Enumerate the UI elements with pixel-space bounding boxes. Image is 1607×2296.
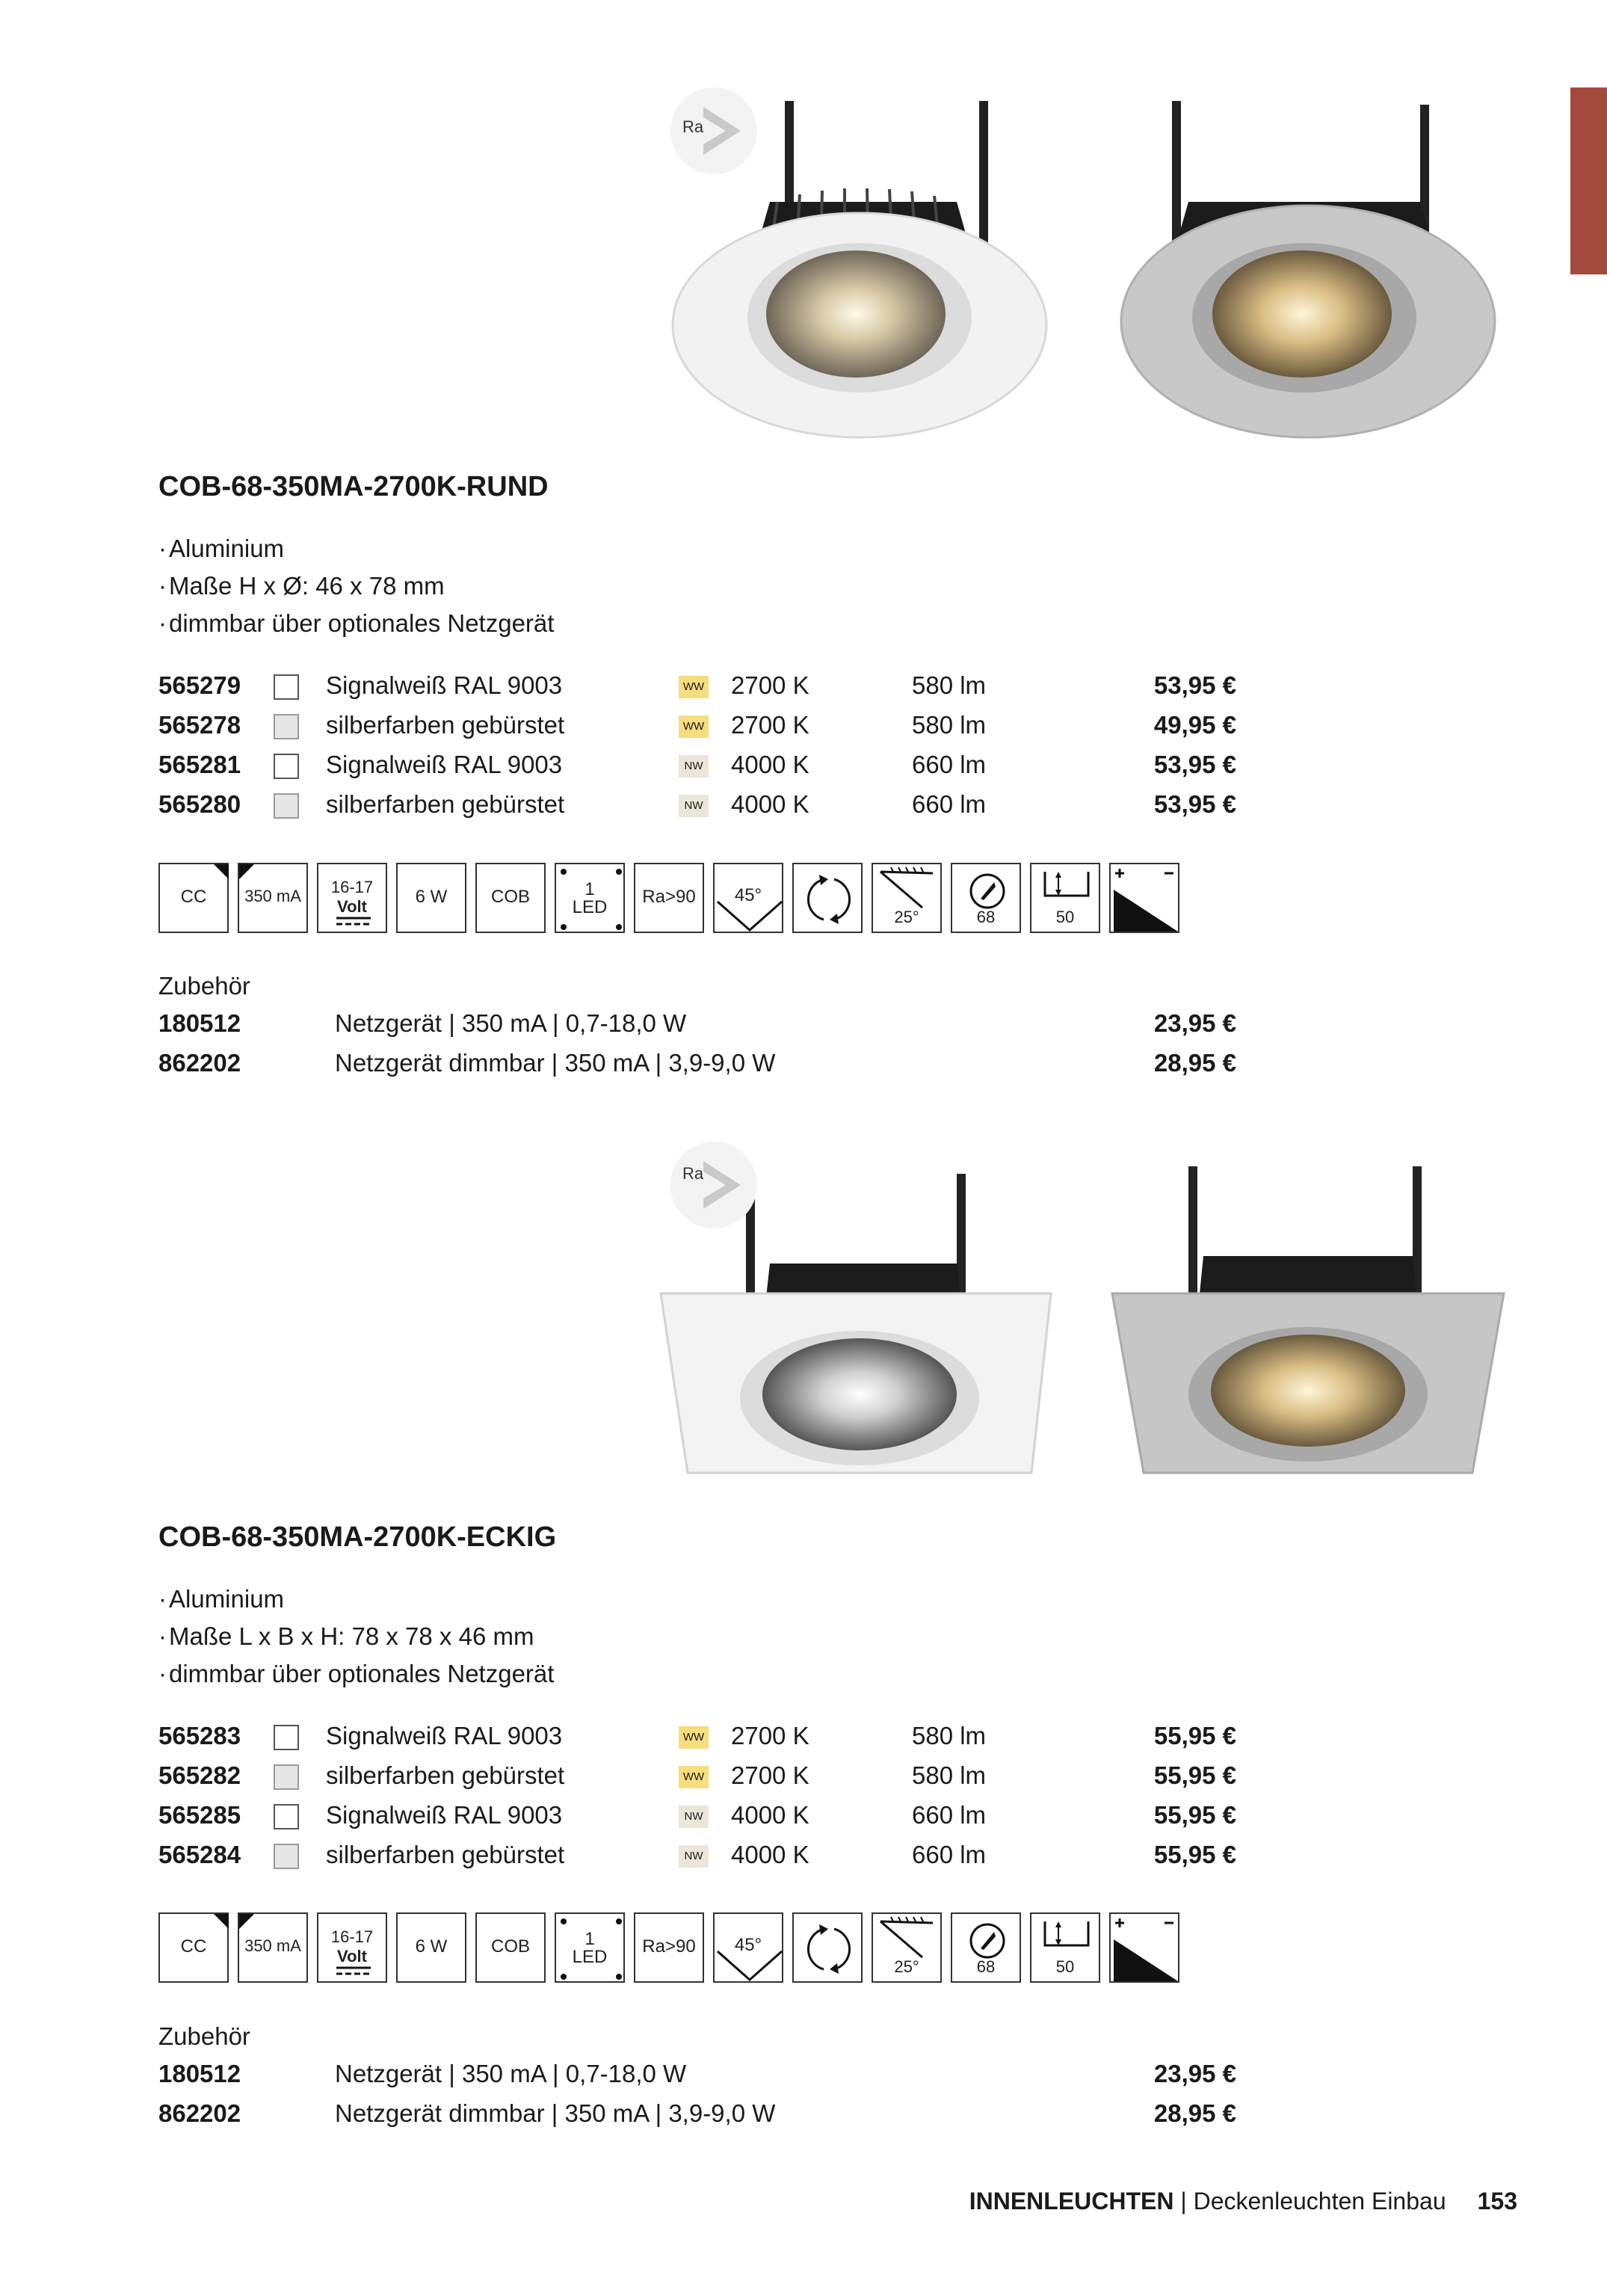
bullet-item: ·Aluminium bbox=[158, 535, 285, 562]
spec-icon-strip bbox=[158, 863, 1280, 935]
variant-row bbox=[158, 711, 1280, 745]
beam-angle-icon: 25° bbox=[872, 863, 942, 933]
accessory-description: Netzgerät dimmbar | 350 mA | 3,9-9,0 W bbox=[335, 1049, 776, 1077]
price: 55,95 € bbox=[1153, 1801, 1236, 1829]
chapter-tab-marker bbox=[1570, 87, 1607, 274]
page-number: 153 bbox=[1477, 2188, 1517, 2215]
finish-swatch-white bbox=[274, 754, 299, 779]
variant-row bbox=[158, 1801, 1280, 1835]
price: 23,95 € bbox=[1153, 1009, 1236, 1037]
article-number: 565285 bbox=[158, 1801, 241, 1829]
lumen: 580 lm bbox=[912, 711, 987, 739]
footer-separator: | bbox=[1173, 2188, 1194, 2215]
rotatable-icon bbox=[792, 1912, 863, 1983]
current-icon: 350 mA bbox=[238, 863, 308, 933]
color-temperature: 2700 K bbox=[731, 1761, 809, 1789]
variant-row bbox=[158, 751, 1280, 785]
accessory-row bbox=[158, 2099, 1280, 2134]
variant-color: Signalweiß RAL 9003 bbox=[326, 1722, 563, 1749]
lumen: 660 lm bbox=[912, 1841, 987, 1868]
wattage-icon: 6 W bbox=[396, 1912, 466, 1983]
wattage-icon: 6 W bbox=[396, 863, 466, 933]
ip-rating-icon: 68 bbox=[951, 1912, 1021, 1983]
article-number: 862202 bbox=[158, 1049, 241, 1077]
dimmable-icon bbox=[1109, 863, 1179, 933]
price: 28,95 € bbox=[1153, 2099, 1236, 2127]
rotatable-icon bbox=[792, 863, 863, 933]
accessory-row bbox=[158, 2060, 1280, 2094]
light-color-tag: WW bbox=[679, 715, 709, 738]
light-color-tag: WW bbox=[679, 676, 709, 698]
light-color-tag: NW bbox=[679, 755, 709, 778]
finish-swatch-white bbox=[274, 1804, 299, 1829]
current-icon: 350 mA bbox=[238, 1912, 308, 1983]
finish-swatch-silver bbox=[274, 714, 299, 739]
variant-color: Signalweiß RAL 9003 bbox=[326, 1801, 563, 1829]
light-color-tag: WW bbox=[679, 1766, 709, 1788]
ra-badge bbox=[669, 1140, 759, 1230]
article-number: 565284 bbox=[158, 1841, 241, 1868]
product-title: COB-68-350MA-2700K-ECKIG bbox=[158, 1521, 557, 1553]
article-number: 565281 bbox=[158, 751, 241, 778]
price: 53,95 € bbox=[1153, 671, 1236, 699]
led-count-icon: 1 LED bbox=[555, 1912, 625, 1983]
spec-icon-strip bbox=[158, 1912, 1280, 1984]
cob-icon: COB bbox=[475, 863, 546, 933]
cob-icon: COB bbox=[475, 1912, 546, 1983]
finish-swatch-white bbox=[274, 674, 299, 700]
price: 55,95 € bbox=[1153, 1722, 1236, 1749]
light-color-tag: NW bbox=[679, 795, 709, 817]
variant-row bbox=[158, 671, 1280, 706]
ip-rating-icon: 68 bbox=[951, 863, 1021, 933]
color-temperature: 2700 K bbox=[731, 671, 809, 699]
accessory-description: Netzgerät | 350 mA | 0,7-18,0 W bbox=[335, 1009, 687, 1037]
voltage-icon: 16-17 Volt bbox=[317, 863, 387, 933]
article-number: 180512 bbox=[158, 1009, 241, 1037]
voltage-icon: 16-17 Volt bbox=[317, 1912, 387, 1983]
page-footer bbox=[969, 2188, 1517, 2215]
article-number: 862202 bbox=[158, 2099, 241, 2127]
variant-row bbox=[158, 1841, 1280, 1875]
product-title: COB-68-350MA-2700K-RUND bbox=[158, 471, 549, 502]
finish-swatch-silver bbox=[274, 1844, 299, 1869]
accessories-label: Zubehör bbox=[158, 2022, 250, 2050]
article-number: 565280 bbox=[158, 790, 241, 818]
price: 28,95 € bbox=[1153, 1049, 1236, 1077]
accessory-row bbox=[158, 1009, 1280, 1044]
ra-badge bbox=[669, 86, 759, 176]
accessory-description: Netzgerät dimmbar | 350 mA | 3,9-9,0 W bbox=[335, 2099, 776, 2127]
led-count-icon: 1 LED bbox=[555, 863, 625, 933]
finish-swatch-white bbox=[274, 1725, 299, 1750]
bullet-item: ·Maße H x Ø: 46 x 78 mm bbox=[158, 572, 445, 600]
accessory-description: Netzgerät | 350 mA | 0,7-18,0 W bbox=[335, 2060, 687, 2087]
finish-swatch-silver bbox=[274, 793, 299, 819]
variant-color: silberfarben gebürstet bbox=[326, 711, 565, 739]
variant-row bbox=[158, 790, 1280, 825]
product-photo-square-silver bbox=[1106, 1151, 1510, 1480]
product-photo-round-silver bbox=[1106, 90, 1510, 464]
price: 55,95 € bbox=[1153, 1761, 1236, 1789]
variant-color: Signalweiß RAL 9003 bbox=[326, 671, 563, 699]
light-color-tag: WW bbox=[679, 1726, 709, 1749]
finish-swatch-silver bbox=[274, 1764, 299, 1790]
variant-color: silberfarben gebürstet bbox=[326, 1841, 565, 1868]
lumen: 580 lm bbox=[912, 1761, 987, 1789]
variant-color: silberfarben gebürstet bbox=[326, 790, 565, 818]
constant-current-icon: CC bbox=[158, 863, 229, 933]
article-number: 180512 bbox=[158, 2060, 241, 2087]
color-temperature: 4000 K bbox=[731, 1801, 809, 1829]
ra-badge-label: Ra bbox=[682, 117, 704, 136]
ra-icon: Ra>90 bbox=[634, 1912, 704, 1983]
price: 53,95 € bbox=[1153, 751, 1236, 778]
bullet-item: ·Aluminium bbox=[158, 1585, 285, 1613]
price: 53,95 € bbox=[1153, 790, 1236, 818]
price: 23,95 € bbox=[1153, 2060, 1236, 2087]
ra-badge-label: Ra bbox=[682, 1164, 704, 1183]
color-temperature: 2700 K bbox=[731, 711, 809, 739]
variant-row bbox=[158, 1722, 1280, 1756]
light-color-tag: NW bbox=[679, 1845, 709, 1868]
variant-color: silberfarben gebürstet bbox=[326, 1761, 565, 1789]
lumen: 660 lm bbox=[912, 1801, 987, 1829]
color-temperature: 4000 K bbox=[731, 1841, 809, 1868]
price: 49,95 € bbox=[1153, 711, 1236, 739]
article-number: 565282 bbox=[158, 1761, 241, 1789]
article-number: 565283 bbox=[158, 1722, 241, 1749]
lumen: 660 lm bbox=[912, 790, 987, 818]
bullet-item: ·Maße L x B x H: 78 x 78 x 46 mm bbox=[158, 1622, 534, 1650]
light-color-tag: NW bbox=[679, 1806, 709, 1828]
variant-color: Signalweiß RAL 9003 bbox=[326, 751, 563, 778]
tilt-angle-icon: 45° bbox=[713, 1912, 783, 1983]
installation-depth-icon: 50 bbox=[1030, 863, 1100, 933]
dimmable-icon bbox=[1109, 1912, 1179, 1983]
accessories-label: Zubehör bbox=[158, 972, 250, 1000]
variant-row bbox=[158, 1761, 1280, 1796]
beam-angle-icon: 25° bbox=[872, 1912, 942, 1983]
article-number: 565279 bbox=[158, 671, 241, 699]
ra-icon: Ra>90 bbox=[634, 863, 704, 933]
article-number: 565278 bbox=[158, 711, 241, 739]
footer-category: INNENLEUCHTEN bbox=[969, 2188, 1174, 2215]
footer-subcategory: Deckenleuchten Einbau bbox=[1193, 2188, 1446, 2215]
bullet-item: ·dimmbar über optionales Netzgerät bbox=[158, 1660, 555, 1687]
bullet-item: ·dimmbar über optionales Netzgerät bbox=[158, 609, 555, 637]
color-temperature: 4000 K bbox=[731, 790, 809, 818]
tilt-angle-icon: 45° bbox=[713, 863, 783, 933]
accessory-row bbox=[158, 1049, 1280, 1083]
price: 55,95 € bbox=[1153, 1841, 1236, 1868]
color-temperature: 2700 K bbox=[731, 1722, 809, 1749]
color-temperature: 4000 K bbox=[731, 751, 809, 778]
lumen: 580 lm bbox=[912, 671, 987, 699]
lumen: 660 lm bbox=[912, 751, 987, 778]
constant-current-icon: CC bbox=[158, 1912, 229, 1983]
installation-depth-icon: 50 bbox=[1030, 1912, 1100, 1983]
lumen: 580 lm bbox=[912, 1722, 987, 1749]
